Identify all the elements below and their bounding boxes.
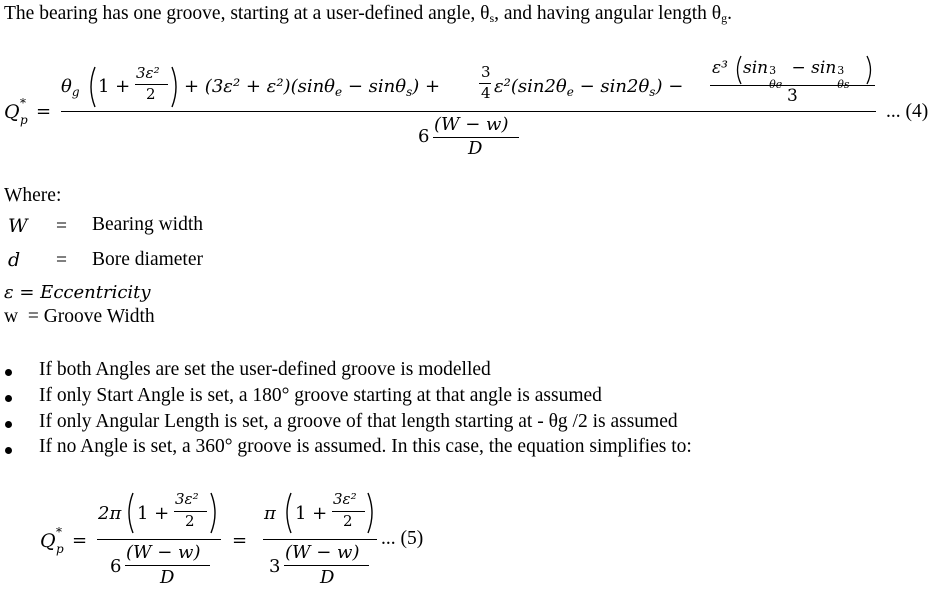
eq4-equals: = [36,101,52,122]
where-eccentricity: ε = Eccentricity [4,282,151,303]
list-item: If both Angles are set the user-defined groove is modelled [39,359,491,380]
where-groove-width: w = Groove Width [4,306,155,327]
paren-open-icon [125,492,135,534]
where-row-bearing-width: Bearing width [92,214,204,235]
bullet-icon [5,421,12,428]
where-row-bore-diameter: Bore diameter [92,249,203,270]
bullet-icon [5,395,12,402]
paren-open-icon [87,66,97,108]
where-title: Where: [4,185,62,206]
bullet-icon [5,447,12,454]
list-item: If no Angle is set, a 360° groove is assumed. In this case, the equation simplifies to: [39,436,692,457]
paren-open-small-icon [734,55,743,85]
eq5-lhs: Q [40,530,56,552]
paren-close-icon [366,492,376,534]
eq4-main-fraction-bar [61,111,876,112]
paren-close-icon [209,492,219,534]
eq4-label: ... (4) [886,101,929,122]
eq5-label: ... (5) [381,528,424,549]
paren-close-icon [170,66,180,108]
intro-text: The bearing has one groove, starting at a user-defined angle, θs, and having angular length θg. [4,3,733,25]
bullet-icon [5,369,12,376]
list-item: If only Angular Length is set, a groove of that length starting at - θg /2 is assumed [39,411,678,432]
list-item: If only Start Angle is set, a 180° groove starting at that angle is assumed [39,385,602,406]
paren-close-small-icon [865,55,874,85]
eq4-lhs: Q [4,101,20,123]
paren-open-icon [283,492,293,534]
